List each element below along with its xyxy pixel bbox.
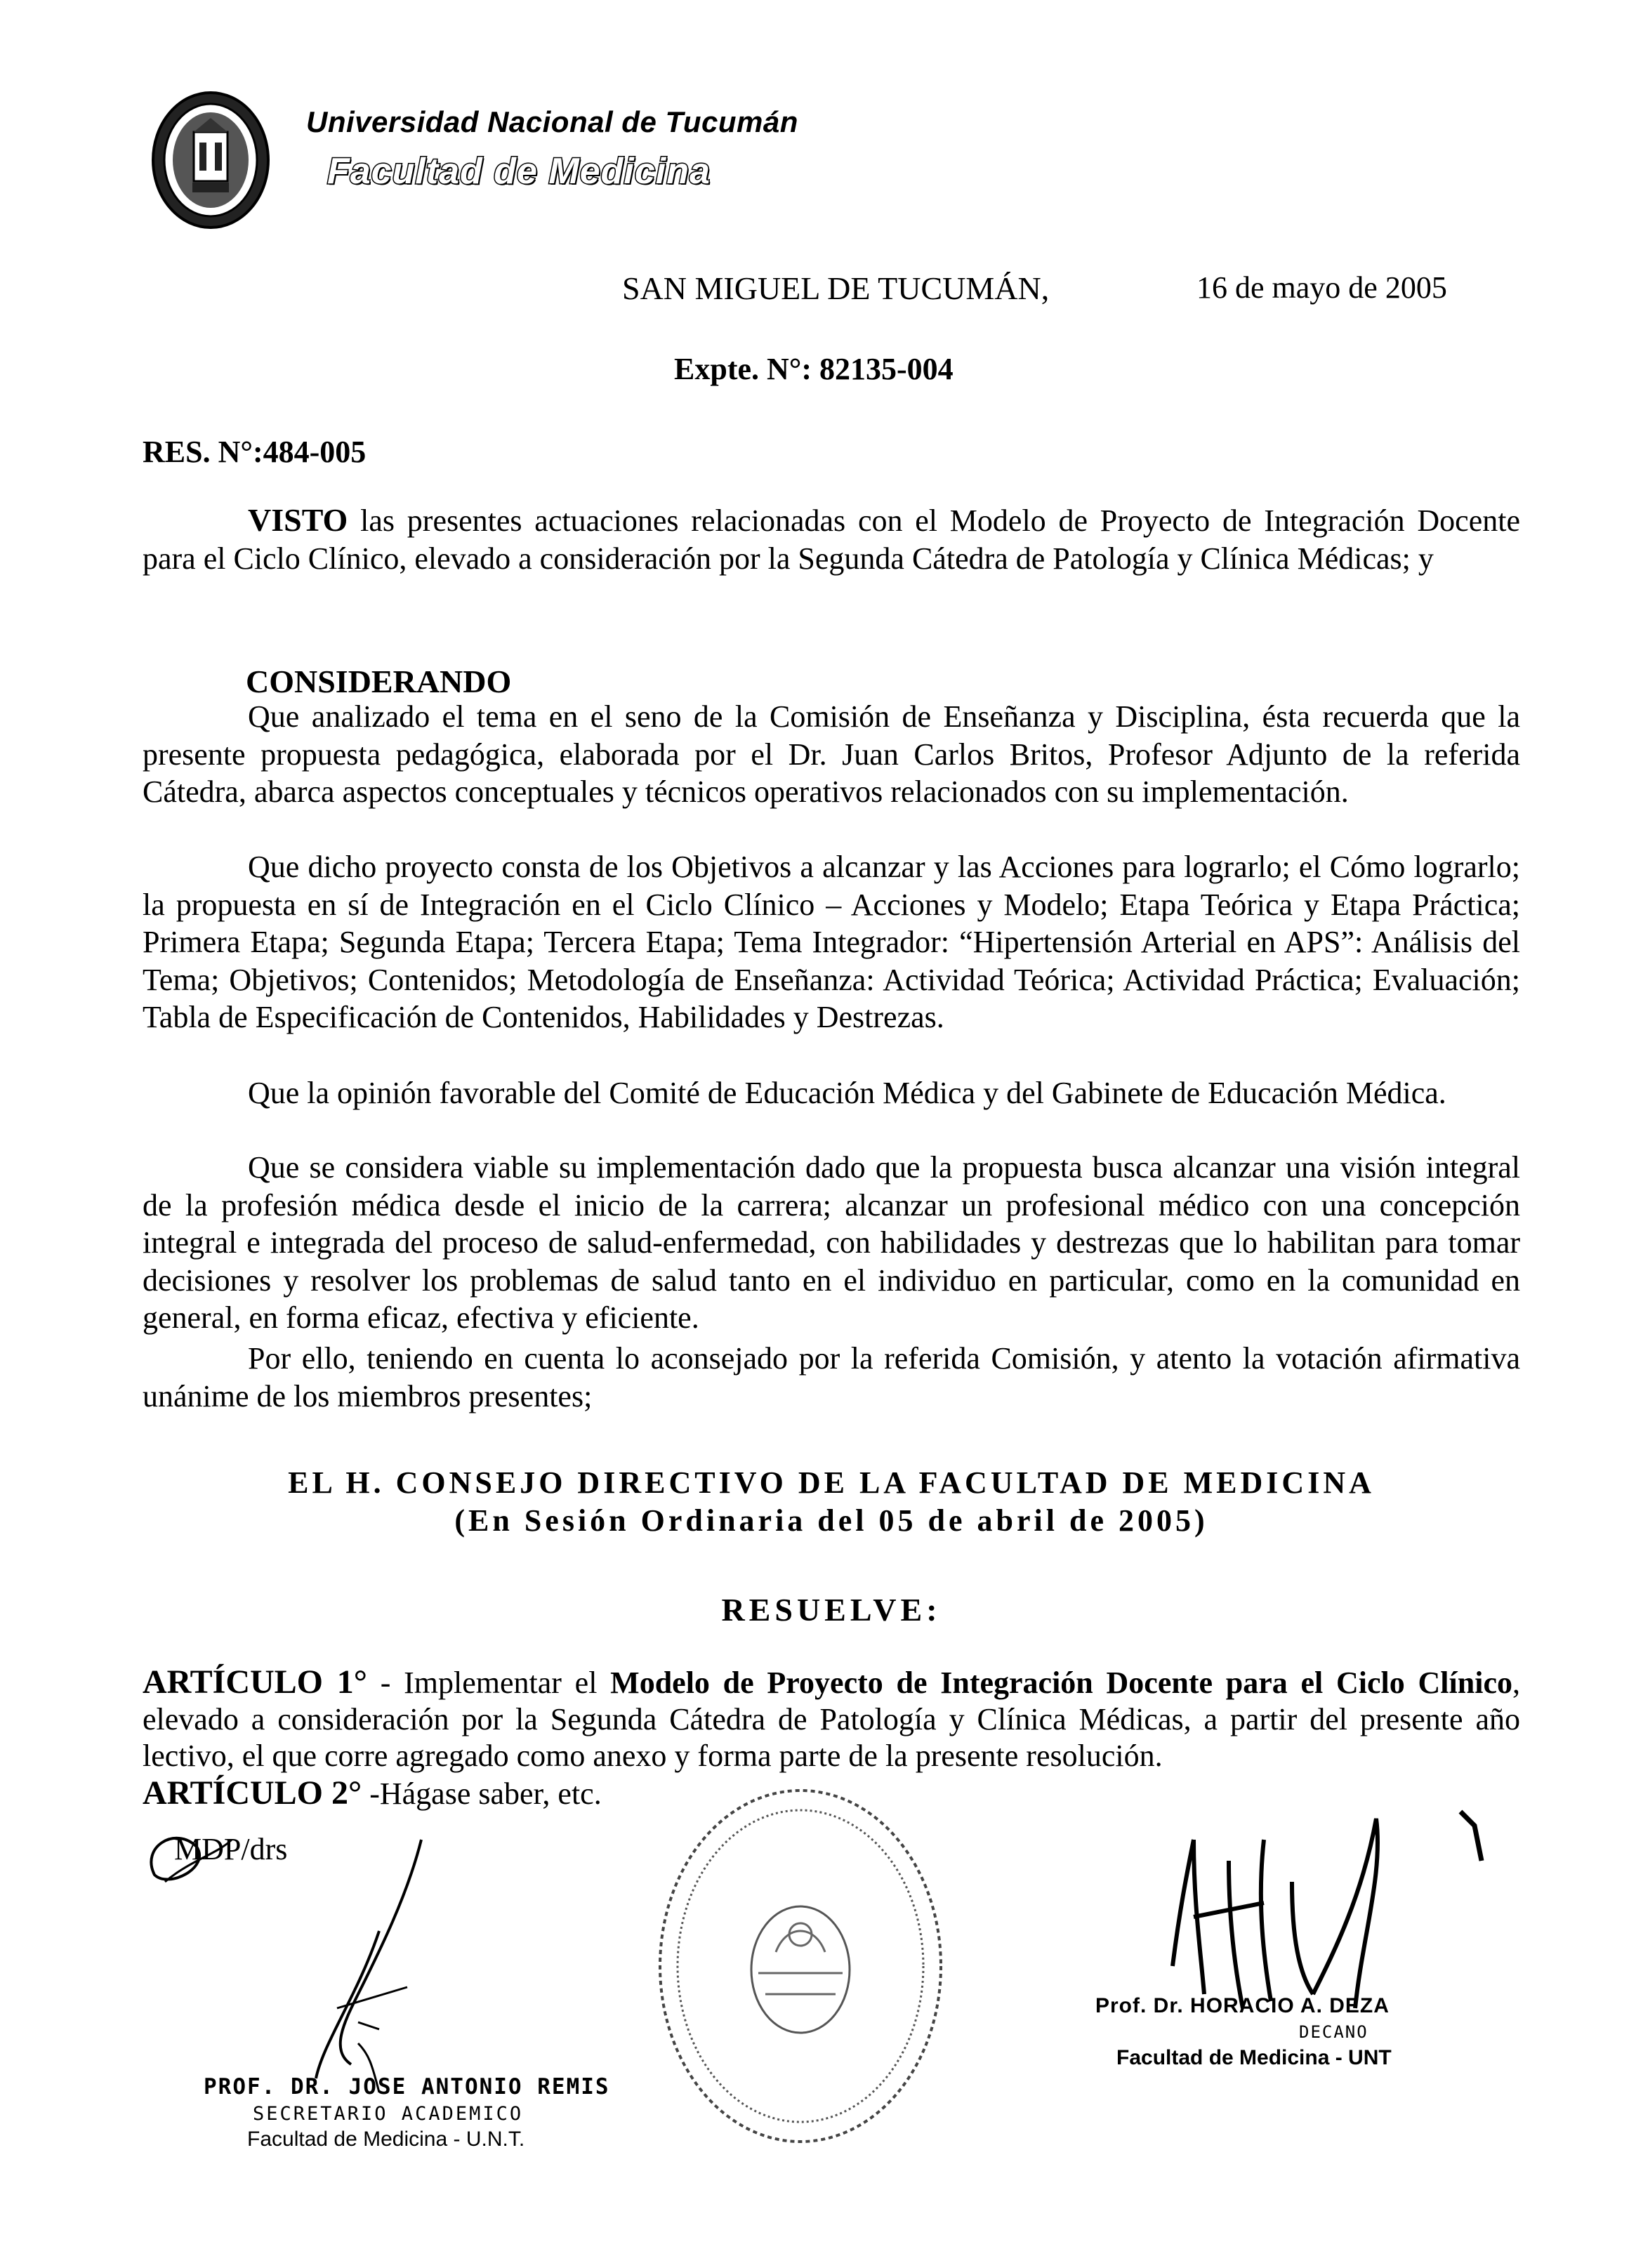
- initials: MDP/drs: [174, 1832, 288, 1866]
- left-signature-icon: [126, 1812, 477, 2107]
- university-seal-icon: [150, 90, 271, 230]
- considerando-paragraph-2: Que dicho proyecto consta de los Objetivos a alcanzar y las Acciones para lograrlo; el Cómo lograrlo; la propuesta en sí de Integración en el Ciclo Clínico – Acciones y Modelo; Etapa Teórica y Etapa Práctica; Primera Etapa; Segunda Etapa; Tercera Etapa; Tema Integrador: “Hipertensión Arterial en APS”: Análisis del Tema; Objetivos; Contenidos; Metodología de Enseñanza: Actividad Teórica; Actividad Práctica; Evaluación; Tabla de Especificación de Contenidos, Habilidades y Destrezas.: [143, 850, 1520, 1034]
- resuelve-heading: RESUELVE:: [721, 1592, 942, 1628]
- article-1-bold: Modelo de Proyecto de Integración Docente para el Ciclo Clínico: [610, 1666, 1512, 1700]
- resolution-number: RES. N°:484-005: [143, 435, 367, 469]
- article-2-text: -Hágase saber, etc.: [362, 1776, 602, 1811]
- right-signatory-institution: Facultad de Medicina - UNT: [1116, 2046, 1392, 2069]
- considerando-paragraph-3: Que la opinión favorable del Comité de Educación Médica y del Gabinete de Educación Médica.: [248, 1076, 1446, 1110]
- right-signatory-role: DECANO: [1299, 2022, 1368, 2042]
- article-1: [143, 1664, 1520, 1774]
- document-date: 16 de mayo de 2005: [1196, 270, 1447, 305]
- considerando-paragraph-4: Que se considera viable su implementación dado que la propuesta busca alcanzar una visión integral de la profesión médica desde el inicio de la carrera; alcanzar un profesional médico con una concepción integral e integrada del proceso de salud-enfermedad, con habilidades y destrezas que lo habilitan para tomar decisiones y resolver los problemas de salud tanto en el individuo en particular, como en la comunidad en general, en forma eficaz, efectiva y eficiente.: [143, 1150, 1520, 1335]
- session-line: (En Sesión Ordinaria del 05 de abril de 2005): [454, 1503, 1208, 1538]
- left-signatory-name: PROF. DR. JOSE ANTONIO REMIS: [204, 2074, 610, 2099]
- considerando-heading: CONSIDERANDO: [246, 664, 512, 699]
- visto-label: VISTO: [248, 502, 348, 538]
- visto-text: las presentes actuaciones relacionadas con el Modelo de Proyecto de Integración Docente para el Ciclo Clínico, elevado a consideración por la Segunda Cátedra de Patología y Clínica Médicas; y: [143, 503, 1520, 576]
- article-1-label: ARTÍCULO 1°: [143, 1663, 367, 1701]
- university-name: Universidad Nacional de Tucumán: [306, 105, 798, 138]
- visto-paragraph: [143, 501, 1520, 577]
- article-1-text: , elevado a consideración por la Segunda Cátedra de Patología y Clínica Médicas, a partir del presente año lectivo, el que corre agregado como anexo y forma parte de la presente resolución.: [143, 1666, 1520, 1773]
- official-stamp-icon: [653, 1784, 948, 2149]
- left-signatory-institution: Facultad de Medicina - U.N.T.: [247, 2128, 525, 2151]
- file-number: Expte. N°: 82135-004: [674, 352, 954, 386]
- article-1-sep: - Implementar el: [367, 1666, 611, 1700]
- considerando-paragraph-5: Por ello, teniendo en cuenta lo aconsejado por la referida Comisión, y atento la votación afirmativa unánime de los miembros presentes;: [143, 1341, 1520, 1413]
- article-2-label: ARTÍCULO 2°: [143, 1774, 362, 1812]
- considerando-paragraph-1: Que analizado el tema en el seno de la Comisión de Enseñanza y Disciplina, ésta recuerda que la presente propuesta pedagógica, elaborada por el Dr. Juan Carlos Britos, Profesor Adjunto de la referida Cátedra, abarca aspectos conceptuales y técnicos operativos relacionados con su implementación.: [143, 699, 1520, 809]
- left-signatory-role: SECRETARIO ACADEMICO: [253, 2103, 524, 2125]
- right-signatory-name: Prof. Dr. HORACIO A. DEZA: [1095, 1994, 1390, 2017]
- place: SAN MIGUEL DE TUCUMÁN,: [622, 270, 1050, 306]
- faculty-name: Facultad de Medicina: [327, 151, 711, 192]
- council-title: EL H. CONSEJO DIRECTIVO DE LA FACULTAD DE MEDICINA: [288, 1465, 1375, 1500]
